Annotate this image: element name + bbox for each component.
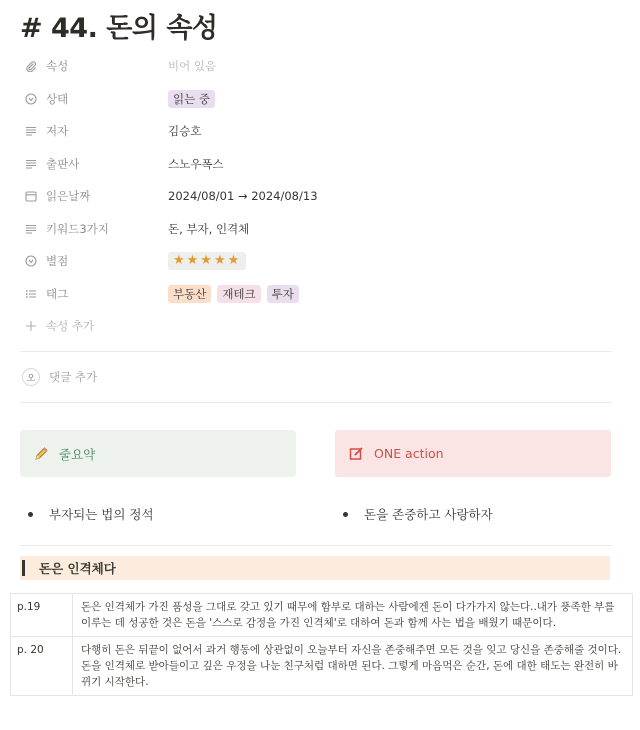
property-row-publisher[interactable] [20, 148, 612, 181]
rating-stars[interactable]: ★★★★★ [168, 252, 246, 270]
list-icon [24, 287, 38, 301]
status-tag[interactable]: 읽는 중 [168, 90, 215, 108]
property-value[interactable] [168, 252, 246, 270]
add-property-label: 속성 추가 [46, 319, 95, 334]
property-row-author[interactable] [20, 115, 612, 148]
status-icon [24, 92, 38, 106]
add-comment[interactable] [20, 368, 97, 386]
table-row [11, 637, 633, 696]
calendar-icon [24, 189, 38, 203]
bullet-text[interactable]: 돈을 존중하고 사랑하자 [364, 507, 493, 522]
bullet-item-left[interactable] [28, 505, 154, 523]
property-key[interactable] [20, 58, 168, 74]
table-cell-page[interactable]: p. 20 [11, 637, 73, 696]
divider [20, 545, 612, 546]
property-key[interactable] [20, 286, 168, 302]
table-cell-text[interactable]: 다행히 돈은 뒤끝이 없어서 과거 행동에 상관없이 오늘부터 자신을 존중해주면 모든 것을 잊고 당신을 존중해줄 것이다. 돈을 인격체로 받아들이고 깊은 우정을 나눈 친구처럼 대하면 된다. 그렇게 마음먹은 순간, 돈에 대한 태도는 완전히 바뀌기 시작한다. [73, 637, 633, 696]
text-lines-icon [24, 222, 38, 236]
property-row-keywords[interactable] [20, 213, 612, 246]
bullet-item-right[interactable] [343, 505, 493, 523]
tag-chip[interactable]: 부동산 [168, 285, 211, 303]
property-row-rating[interactable] [20, 245, 612, 278]
property-row-tags[interactable] [20, 278, 612, 311]
property-key[interactable] [20, 221, 168, 237]
summary-callout-label: 줄요약 [59, 446, 96, 462]
plus-icon [24, 319, 38, 333]
tag-chip[interactable]: 재테크 [217, 285, 260, 303]
property-key[interactable] [20, 188, 168, 204]
property-row-read-date[interactable] [20, 180, 612, 213]
summary-callout[interactable] [20, 430, 296, 477]
action-callout-label: ONE action [374, 446, 444, 461]
property-value[interactable]: 비어 있음 [168, 59, 217, 74]
tag-chip[interactable]: 투자 [267, 285, 299, 303]
bullet-text[interactable]: 부자되는 법의 정석 [49, 507, 154, 522]
property-key-label: 읽은날짜 [46, 189, 91, 204]
property-value[interactable]: 김승호 [168, 124, 202, 139]
table-row [11, 594, 633, 637]
divider [20, 402, 612, 403]
notes-table [10, 593, 633, 696]
property-key[interactable] [20, 253, 168, 269]
divider [20, 351, 612, 352]
property-key-label: 별점 [46, 254, 69, 269]
table-cell-text[interactable]: 돈은 인격체가 가진 품성을 그대로 갖고 있기 때무에 함부로 대하는 사람에겐 돈이 다가가지 않는다..내가 풍족한 부를 이루는 데 성공한 것은 돈을 '스스로 감정을 가진 인격체'로 대하여 돈과 함께 사는 법을 배웠기 때문이다. [73, 594, 633, 637]
property-key-label: 속성 [46, 59, 69, 74]
property-key-label: 상태 [46, 91, 69, 106]
text-lines-icon [24, 124, 38, 138]
paperclip-icon [24, 59, 38, 73]
property-value[interactable]: 돈, 부자, 인격체 [168, 221, 250, 236]
edit-box-icon [349, 446, 364, 461]
add-property[interactable] [20, 318, 168, 334]
section-heading-text[interactable]: 돈은 인격체다 [39, 561, 116, 576]
property-key-label: 출판사 [46, 156, 80, 171]
property-key-label: 키워드3가지 [46, 221, 109, 236]
property-value[interactable] [168, 90, 215, 108]
bullet-dot [28, 512, 33, 517]
pencil-icon [34, 446, 49, 461]
property-key[interactable] [20, 156, 168, 172]
page-title[interactable]: # 44. 돈의 속성 [20, 13, 218, 44]
property-row-attribute[interactable] [20, 50, 612, 83]
action-callout[interactable] [335, 430, 611, 477]
avatar: 오 [22, 368, 40, 386]
bullet-dot [343, 512, 348, 517]
property-row-status[interactable] [20, 83, 612, 116]
quote-bar [22, 560, 25, 576]
property-value[interactable] [168, 285, 299, 303]
property-key[interactable] [20, 123, 168, 139]
status-icon [24, 254, 38, 268]
add-comment-label[interactable]: 댓글 추가 [49, 370, 98, 384]
property-value[interactable]: 2024/08/01 → 2024/08/13 [168, 189, 318, 204]
property-key-label: 저자 [46, 124, 69, 139]
properties-panel [20, 50, 612, 343]
text-lines-icon [24, 157, 38, 171]
property-key-label: 태그 [46, 286, 69, 301]
table-cell-page[interactable]: p.19 [11, 594, 73, 637]
section-heading[interactable] [20, 556, 610, 580]
add-property-button[interactable] [20, 310, 612, 343]
property-key[interactable] [20, 91, 168, 107]
property-value[interactable]: 스노우폭스 [168, 156, 224, 171]
